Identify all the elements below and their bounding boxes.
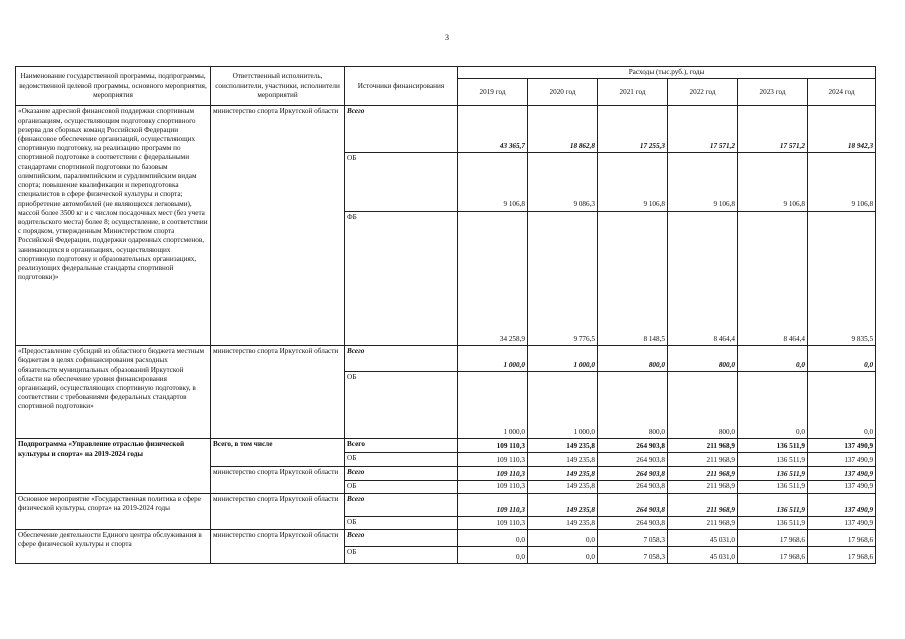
value-cell: 17 968,6 — [808, 529, 876, 546]
executor-cell: министерство спорта Иркутской области — [211, 106, 345, 346]
value-cell: 9 106,8 — [808, 153, 876, 211]
value-cell: 800,0 — [598, 372, 668, 439]
value-cell: 264 903,8 — [598, 467, 668, 481]
source-cell: ОБ — [345, 516, 458, 529]
value-cell: 0,0 — [738, 372, 808, 439]
value-cell: 9 106,8 — [668, 153, 738, 211]
subprogram-name: Подпрограмма «Управление отраслью физической культуры и спорта» на 2019-2024 годы — [16, 439, 211, 493]
value-cell: 17 571,2 — [668, 106, 738, 153]
source-cell: Всего — [345, 529, 458, 546]
value-cell: 7 058,3 — [598, 546, 668, 563]
value-cell: 0,0 — [808, 372, 876, 439]
header-year: 2024 год — [808, 79, 876, 106]
value-cell: 9 106,8 — [598, 153, 668, 211]
value-cell: 18 862,8 — [528, 106, 598, 153]
value-cell: 34 258,9 — [458, 211, 528, 345]
header-year: 2022 год — [668, 79, 738, 106]
value-cell: 9 776,5 — [528, 211, 598, 345]
value-cell: 137 490,9 — [808, 439, 876, 453]
value-cell: 211 968,9 — [668, 453, 738, 467]
source-cell: Всего — [345, 467, 458, 481]
budget-table — [15, 66, 876, 564]
value-cell: 9 106,8 — [738, 153, 808, 211]
source-cell: Всего — [345, 493, 458, 516]
value-cell: 264 903,8 — [598, 439, 668, 453]
value-cell: 800,0 — [598, 346, 668, 372]
source-cell: ОБ — [345, 453, 458, 467]
header-executor: Ответственный исполнитель, соисполнители, участники, исполнители мероприятий — [211, 67, 345, 106]
value-cell: 45 031,0 — [668, 546, 738, 563]
executor-cell: министерство спорта Иркутской области — [211, 467, 345, 493]
measure-name: «Оказание адресной финансовой поддержки спортивным организациям, осуществляющим подготовку спортивного резерва для сборных команд Российской Федерации (финансовое обеспечение организаций, осуществляющих спортивную подготовку, на реализацию программ по спортивной подготовке в соответствии с федеральными стандартами спортивной подготовки по базовым олимпийским, паралимпийским и сурдлимпийским видам спорта; повышение квалификации и переподготовка специалистов в сфере физической культуры и спорта; приобретение автомобилей (не являющихся легковыми), массой более 3500 кг и с числом посадочных мест (без учета водительского места) более 8; осуществление, в соответствии с порядком, утвержденным Министерством спорта Российской Федерации, поддержки одаренных спортсменов, занимающихся в организациях, осуществляющих спортивную подготовку и образовательных организациях, реализующих федеральные стандарты спортивной подготовки)» — [16, 106, 211, 346]
value-cell: 0,0 — [458, 546, 528, 563]
value-cell: 149 235,8 — [528, 453, 598, 467]
header-expenses: Расходы (тыс.руб.), годы — [458, 67, 876, 79]
value-cell: 7 058,3 — [598, 529, 668, 546]
executor-cell: министерство спорта Иркутской области — [211, 346, 345, 439]
table-row — [16, 529, 876, 546]
value-cell: 18 942,3 — [808, 106, 876, 153]
header-source: Источники финансирования — [345, 67, 458, 106]
value-cell: 264 903,8 — [598, 481, 668, 493]
value-cell: 109 110,3 — [458, 439, 528, 453]
value-cell: 137 490,9 — [808, 481, 876, 493]
value-cell: 17 968,6 — [738, 529, 808, 546]
value-cell: 0,0 — [458, 529, 528, 546]
value-cell: 136 511,9 — [738, 439, 808, 453]
source-cell: ФБ — [345, 211, 458, 345]
value-cell: 149 235,8 — [528, 493, 598, 516]
source-cell: Всего — [345, 106, 458, 153]
value-cell: 17 255,3 — [598, 106, 668, 153]
executor-cell: Всего, в том числе — [211, 439, 345, 467]
executor-cell: министерство спорта Иркутской области — [211, 493, 345, 529]
value-cell: 8 464,4 — [668, 211, 738, 345]
table-row — [16, 493, 876, 516]
value-cell: 264 903,8 — [598, 516, 668, 529]
value-cell: 17 968,6 — [738, 546, 808, 563]
value-cell: 9 835,5 — [808, 211, 876, 345]
measure-name: Основное мероприятие «Государственная политика в сфере физической культуры, спорта» на 2019-2024 годы — [16, 493, 211, 529]
value-cell: 149 235,8 — [528, 467, 598, 481]
value-cell: 137 490,9 — [808, 493, 876, 516]
header-year: 2019 год — [458, 79, 528, 106]
table-row — [16, 346, 876, 372]
value-cell: 136 511,9 — [738, 453, 808, 467]
source-cell: Всего — [345, 439, 458, 453]
value-cell: 264 903,8 — [598, 493, 668, 516]
value-cell: 109 110,3 — [458, 516, 528, 529]
value-cell: 1 000,0 — [528, 346, 598, 372]
value-cell: 43 365,7 — [458, 106, 528, 153]
measure-name: «Предоставление субсидий из областного бюджета местным бюджетам в целях софинансирования расходных обязательств муниципальных образований Иркутской области на обеспечение уровня финансирования организаций, осуществляющих спортивную подготовку, в соответствии с требованиями федеральных стандартов спортивной подготовки» — [16, 346, 211, 439]
value-cell: 149 235,8 — [528, 516, 598, 529]
value-cell: 211 968,9 — [668, 439, 738, 453]
value-cell: 109 110,3 — [458, 493, 528, 516]
value-cell: 137 490,9 — [808, 467, 876, 481]
value-cell: 1 000,0 — [528, 372, 598, 439]
header-year: 2020 год — [528, 79, 598, 106]
value-cell: 109 110,3 — [458, 453, 528, 467]
value-cell: 149 235,8 — [528, 439, 598, 453]
value-cell: 149 235,8 — [528, 481, 598, 493]
value-cell: 8 148,5 — [598, 211, 668, 345]
source-cell: Всего — [345, 346, 458, 372]
value-cell: 9 086,3 — [528, 153, 598, 211]
value-cell: 136 511,9 — [738, 481, 808, 493]
value-cell: 17 571,2 — [738, 106, 808, 153]
value-cell: 0,0 — [528, 529, 598, 546]
value-cell: 136 511,9 — [738, 467, 808, 481]
header-year: 2021 год — [598, 79, 668, 106]
header-year: 2023 год — [738, 79, 808, 106]
source-cell: ОБ — [345, 372, 458, 439]
executor-cell: министерство спорта Иркутской области — [211, 529, 345, 563]
table-row — [16, 439, 876, 453]
value-cell: 0,0 — [738, 346, 808, 372]
value-cell: 109 110,3 — [458, 481, 528, 493]
value-cell: 264 903,8 — [598, 453, 668, 467]
measure-name: Обеспечение деятельности Единого центра обслуживания в сфере физической культуры и спорта — [16, 529, 211, 563]
value-cell: 211 968,9 — [668, 467, 738, 481]
value-cell: 137 490,9 — [808, 453, 876, 467]
source-cell: ОБ — [345, 546, 458, 563]
source-cell: ОБ — [345, 153, 458, 211]
value-cell: 136 511,9 — [738, 493, 808, 516]
value-cell: 8 464,4 — [738, 211, 808, 345]
header-row-1 — [16, 67, 876, 79]
value-cell: 211 968,9 — [668, 493, 738, 516]
value-cell: 109 110,3 — [458, 467, 528, 481]
source-cell: ОБ — [345, 481, 458, 493]
value-cell: 800,0 — [668, 346, 738, 372]
value-cell: 1 000,0 — [458, 346, 528, 372]
value-cell: 0,0 — [808, 346, 876, 372]
header-name: Наименование государственной программы, подпрограммы, ведомственной целевой программы, основного мероприятия, мероприятия — [16, 67, 211, 106]
value-cell: 1 000,0 — [458, 372, 528, 439]
value-cell: 9 106,8 — [458, 153, 528, 211]
value-cell: 0,0 — [528, 546, 598, 563]
table-row — [16, 106, 876, 153]
value-cell: 211 968,9 — [668, 481, 738, 493]
value-cell: 17 968,6 — [808, 546, 876, 563]
value-cell: 211 968,9 — [668, 516, 738, 529]
value-cell: 136 511,9 — [738, 516, 808, 529]
value-cell: 800,0 — [668, 372, 738, 439]
page-number: 3 — [445, 33, 449, 42]
value-cell: 45 031,0 — [668, 529, 738, 546]
value-cell: 137 490,9 — [808, 516, 876, 529]
